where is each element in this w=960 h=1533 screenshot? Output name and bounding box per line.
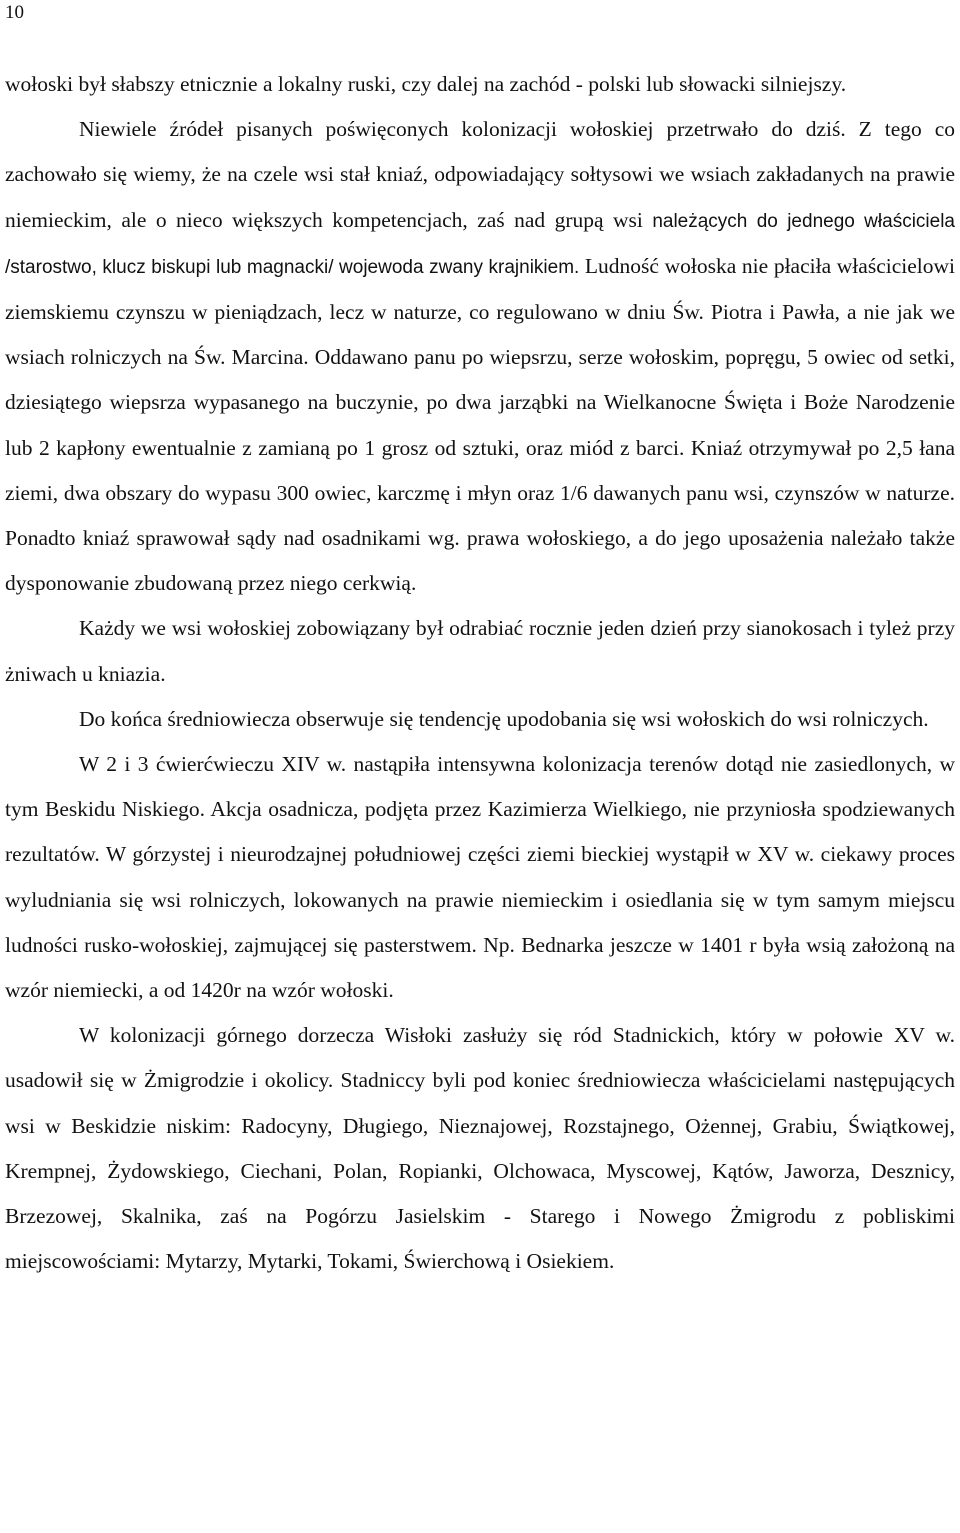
text-run: Do końca średniowiecza obserwuje się tendencję upodobania się wsi wołoskich do wsi rolniczych. xyxy=(79,706,929,731)
paragraph xyxy=(5,1013,955,1284)
paragraph xyxy=(5,606,955,696)
page-number: 10 xyxy=(5,2,24,23)
paragraph xyxy=(5,62,955,107)
paragraph xyxy=(5,697,955,742)
text-run: W 2 i 3 ćwierćwieczu XIV w. nastąpiła intensywna kolonizacja terenów dotąd nie zasiedlonych, w tym Beskidu Niskiego. Akcja osadnicza, podjęta przez Kazimierza Wielkiego, nie przyniosła spodziewanych rezultatów. W górzystej i nieurodzajnej południowej części ziemi bieckiej wystąpił w XV w. ciekawy proces wyludniania się wsi rolniczych, lokowanych na prawie niemieckim i osiedlania się w tym samym miejscu ludności rusko-wołoskiej, zajmującej się pasterstwem. Np. Bednarka jeszcze w 1401 r była wsią założoną na wzór niemiecki, a od 1420r na wzór wołoski. xyxy=(5,752,955,1003)
text-run: Ludność wołoska nie płaciła właścicielowi ziemskiemu czynszu w pieniądzach, lecz w naturze, co regulowano w dniu Św. Piotra i Pawła, a nie jak we wsiach rolniczych na Św. Marcina. Oddawano panu po wiepsrzu, serze wołoskim, popręgu, 5 owiec od setki, dziesiątego wiepsrza wypasanego na buczynie, po dwa jarząbki na Wielkanocne Święta i Boże Narodzenie lub 2 kapłony ewentualnie z zamianą po 1 grosz od sztuki, oraz miód z barci. Kniaź otrzymywał po 2,5 łana ziemi, dwa obszary do wypasu 300 owiec, karczmę i młyn oraz 1/6 dawanych panu wsi, czynszów w naturze. Ponadto kniaź sprawował sądy nad osadnikami wg. prawa wołoskiego, a do jego uposażenia należało także dysponowanie zbudowaną przez niego cerkwią. xyxy=(5,253,955,596)
text-run: W kolonizacji górnego dorzecza Wisłoki zasłuży się ród Stadnickich, który w połowie XV w. usadowił się w Żmigrodzie i okolicy. Stadniccy byli pod koniec średniowiecza właścicielami następujących wsi w Beskidzie niskim: Radocyny, Długiego, Nieznajowej, Rozstajnego, Ożennej, Grabiu, Świątkowej, Krempnej, Żydowskiego, Ciechani, Polan, Ropianki, Olchowaca, Myscowej, Kątów, Jaworza, Desznicy, Brzezowej, Skalnika, zaś na Pogórzu Jasielskim - Starego i Nowego Żmigrodu z pobliskimi miejscowościami: Mytarzy, Mytarki, Tokami, Świerchową i Osiekiem. xyxy=(5,1023,955,1274)
text-run: należących do jednego właściciela /starostwo, klucz biskupi lub magnacki/ wojewoda zwany krajnikiem. xyxy=(5,210,955,278)
paragraph xyxy=(5,742,955,1013)
paragraph xyxy=(5,107,955,606)
text-run: Każdy we wsi wołoskiej zobowiązany był odrabiać rocznie jeden dzień przy sianokosach i tyleż przy żniwach u kniazia. xyxy=(5,616,955,686)
document-body xyxy=(5,62,955,1284)
text-run: Niewiele źródeł pisanych poświęconych kolonizacji wołoskiej przetrwało do dziś. Z tego co zachowało się wiemy, że na czele wsi stał kniaź, odpowiadający sołtysowi we wsiach zakładanych na prawie niemieckim, ale o nieco większych kompetencjach, zaś nad grupą wsi xyxy=(5,117,955,232)
text-run: wołoski był słabszy etnicznie a lokalny ruski, czy dalej na zachód - polski lub słowacki silniejszy. xyxy=(5,72,847,96)
